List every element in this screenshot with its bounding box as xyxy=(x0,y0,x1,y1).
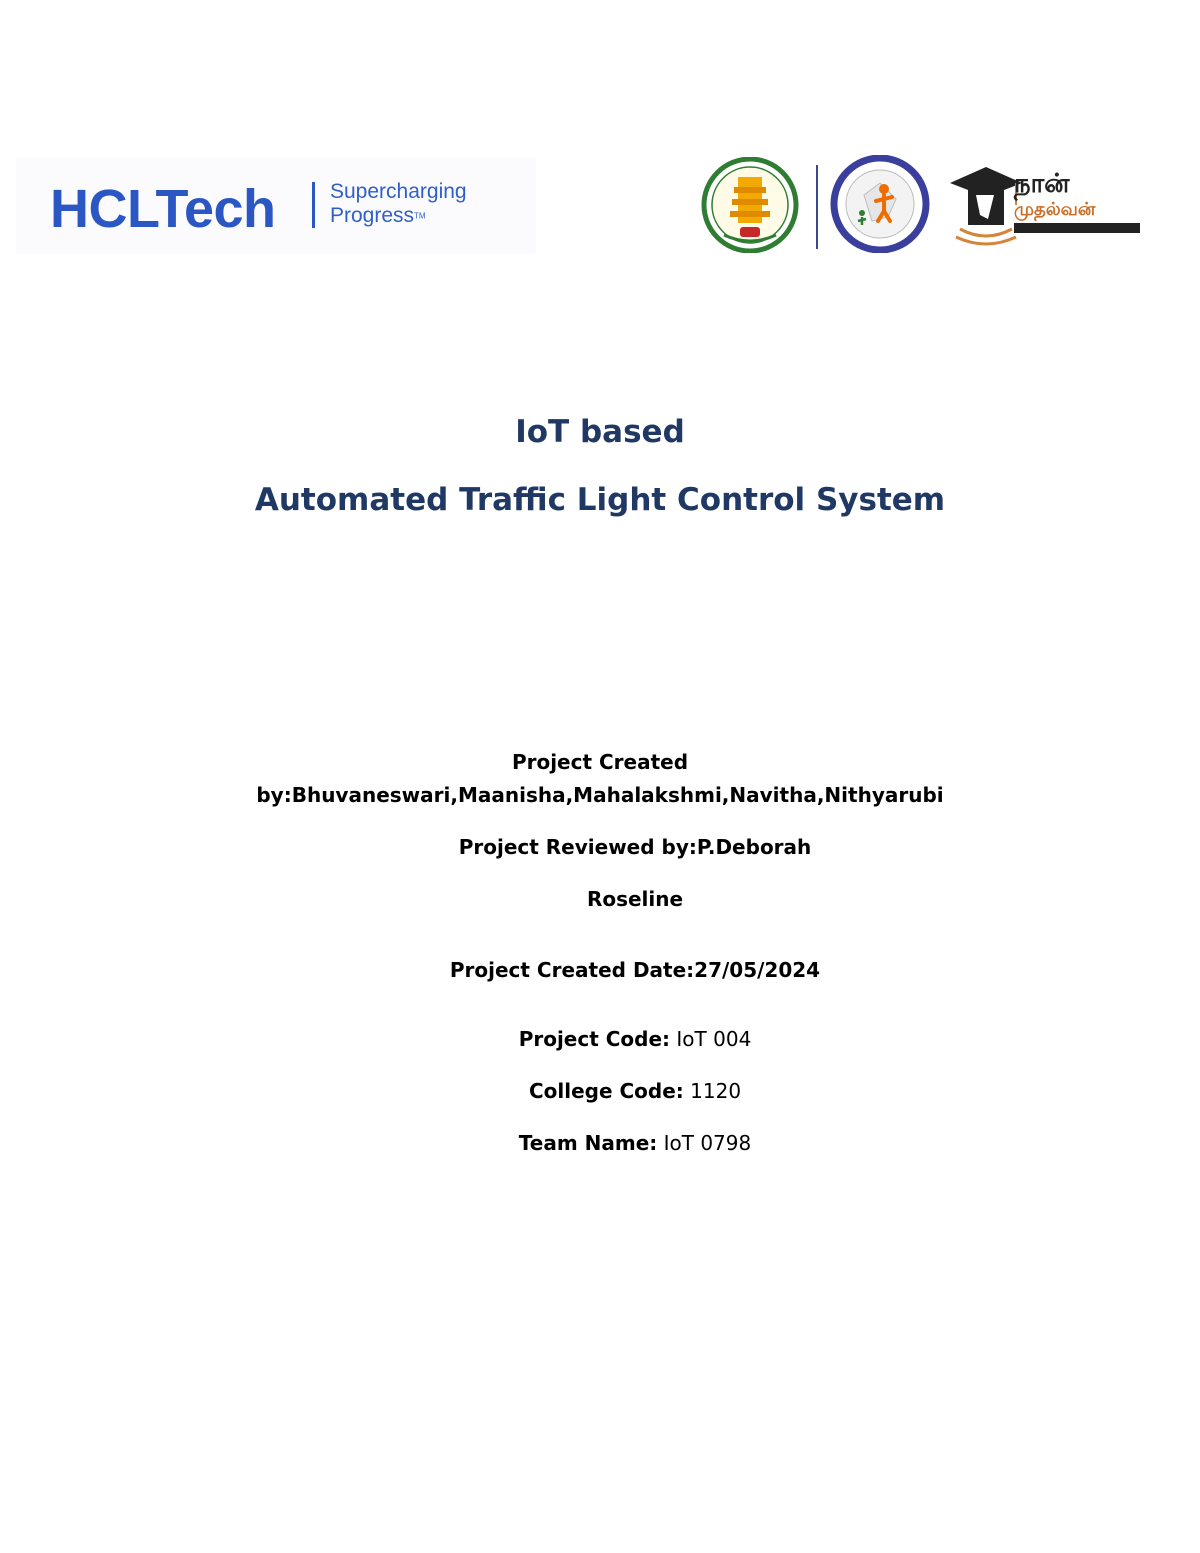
tagline-line1: Supercharging xyxy=(330,180,467,203)
project-code: Project Code: IoT 004 xyxy=(518,1027,752,1051)
reviewer-name-continued: Roseline xyxy=(586,887,684,911)
hcltech-logo xyxy=(16,158,536,254)
document-title-line1: IoT based xyxy=(515,414,685,450)
created-date: Project Created Date:27/05/2024 xyxy=(449,958,821,982)
hcltech-tagline xyxy=(330,180,467,228)
created-by-names: by:Bhuvaneswari,Maanisha,Mahalakshmi,Navitha,Nithyarubi xyxy=(256,783,944,807)
naan-mudhalvan-line2: முதல்வன் xyxy=(1014,199,1096,220)
created-by-label: Project Created xyxy=(511,750,689,774)
partner-logos xyxy=(694,155,1144,255)
tagline-line2: ProgressTM xyxy=(330,204,426,227)
college-code: College Code: 1120 xyxy=(528,1079,742,1103)
tamil-nadu-emblem-icon xyxy=(694,157,806,253)
naan-mudhalvan-banner xyxy=(1014,223,1140,233)
trademark-mark: TM xyxy=(414,211,426,221)
hcltech-brand-text: HCLTech xyxy=(50,179,276,239)
logo-separator xyxy=(816,165,818,249)
team-name: Team Name: IoT 0798 xyxy=(518,1131,752,1155)
reviewed-by: Project Reviewed by:P.Deborah xyxy=(458,835,812,859)
naan-mudhalvan-text xyxy=(1014,169,1144,233)
document-title-line2: Automated Traffic Light Control System xyxy=(254,482,946,518)
skill-development-emblem-icon xyxy=(824,155,936,253)
naan-mudhalvan-line1: நான் xyxy=(1014,169,1070,199)
logo-divider xyxy=(312,182,315,228)
